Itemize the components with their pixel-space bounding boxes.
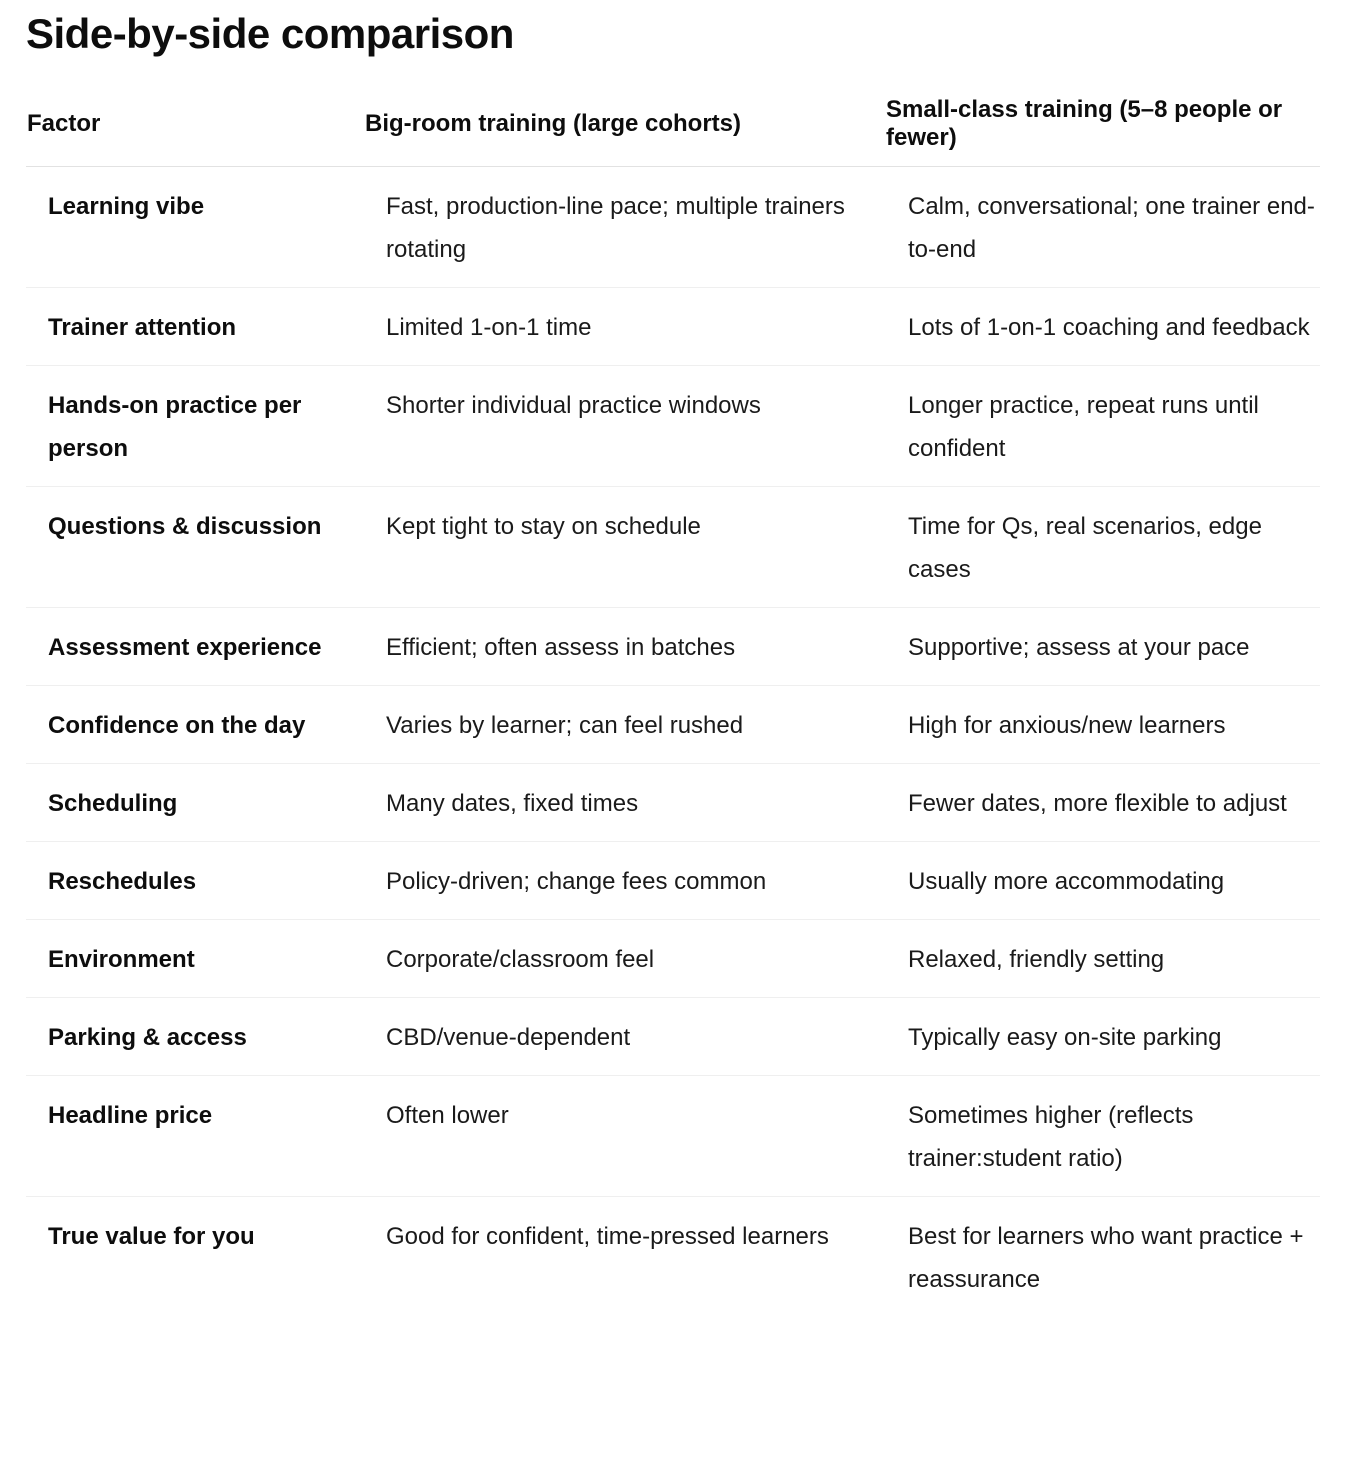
factor-cell: Parking & access	[26, 998, 364, 1076]
document	[26, 0, 1320, 1317]
small-class-cell: Supportive; assess at your pace	[886, 608, 1320, 686]
table-row	[26, 686, 1320, 764]
table-row	[26, 167, 1320, 288]
table-header	[26, 96, 1320, 167]
column-header-small-class: Small-class training (5–8 people or fewer)	[886, 96, 1320, 167]
table-row	[26, 998, 1320, 1076]
factor-cell: Scheduling	[26, 764, 364, 842]
factor-cell: Learning vibe	[26, 167, 364, 288]
small-class-cell: Fewer dates, more flexible to adjust	[886, 764, 1320, 842]
big-room-cell: Often lower	[364, 1076, 886, 1197]
factor-cell: Trainer attention	[26, 288, 364, 366]
small-class-cell: Typically easy on-site parking	[886, 998, 1320, 1076]
big-room-cell: CBD/venue-dependent	[364, 998, 886, 1076]
small-class-cell: Calm, conversational; one trainer end-to-end	[886, 167, 1320, 288]
small-class-cell: Time for Qs, real scenarios, edge cases	[886, 487, 1320, 608]
factor-cell: Environment	[26, 920, 364, 998]
factor-cell: Assessment experience	[26, 608, 364, 686]
table-row	[26, 920, 1320, 998]
factor-cell: True value for you	[48, 1223, 255, 1250]
small-class-cell: High for anxious/new learners	[886, 686, 1320, 764]
small-class-cell: Sometimes higher (reflects trainer:student ratio)	[886, 1076, 1320, 1197]
factor-cell: Confidence on the day	[26, 686, 364, 764]
table-row	[26, 608, 1320, 686]
header-row	[26, 96, 1320, 167]
table-row	[26, 366, 1320, 487]
page-title: Side-by-side comparison	[26, 10, 514, 57]
big-room-cell: Kept tight to stay on schedule	[364, 487, 886, 608]
big-room-cell: Many dates, fixed times	[364, 764, 886, 842]
table-body	[26, 167, 1320, 1318]
small-class-cell: Usually more accommodating	[886, 842, 1320, 920]
small-class-cell: Relaxed, friendly setting	[886, 920, 1320, 998]
small-class-cell: Lots of 1-on-1 coaching and feedback	[886, 288, 1320, 366]
small-class-cell: Longer practice, repeat runs until confident	[886, 366, 1320, 487]
factor-cell: Questions & discussion	[26, 487, 364, 608]
big-room-cell: Corporate/classroom feel	[364, 920, 886, 998]
table-row	[26, 487, 1320, 608]
table-row	[26, 764, 1320, 842]
column-header-big-room: Big-room training (large cohorts)	[364, 96, 886, 167]
table-row	[26, 288, 1320, 366]
factor-cell: Headline price	[26, 1076, 364, 1197]
big-room-cell: Varies by learner; can feel rushed	[364, 686, 886, 764]
table-row	[26, 1197, 1320, 1318]
column-header-factor: Factor	[26, 96, 364, 167]
big-room-cell: Policy-driven; change fees common	[364, 842, 886, 920]
big-room-cell: Shorter individual practice windows	[364, 366, 886, 487]
factor-cell: Hands-on practice per person	[26, 366, 364, 487]
table-row	[26, 842, 1320, 920]
big-room-cell: Limited 1-on-1 time	[364, 288, 886, 366]
big-room-cell: Fast, production-line pace; multiple trainers rotating	[364, 167, 886, 288]
table-row	[26, 1076, 1320, 1197]
factor-cell: Reschedules	[26, 842, 364, 920]
comparison-table	[26, 96, 1320, 1317]
big-room-cell: Efficient; often assess in batches	[364, 608, 886, 686]
big-room-cell: Good for confident, time-pressed learners	[386, 1223, 829, 1250]
small-class-cell: Best for learners who want practice + reassurance	[908, 1223, 1304, 1293]
